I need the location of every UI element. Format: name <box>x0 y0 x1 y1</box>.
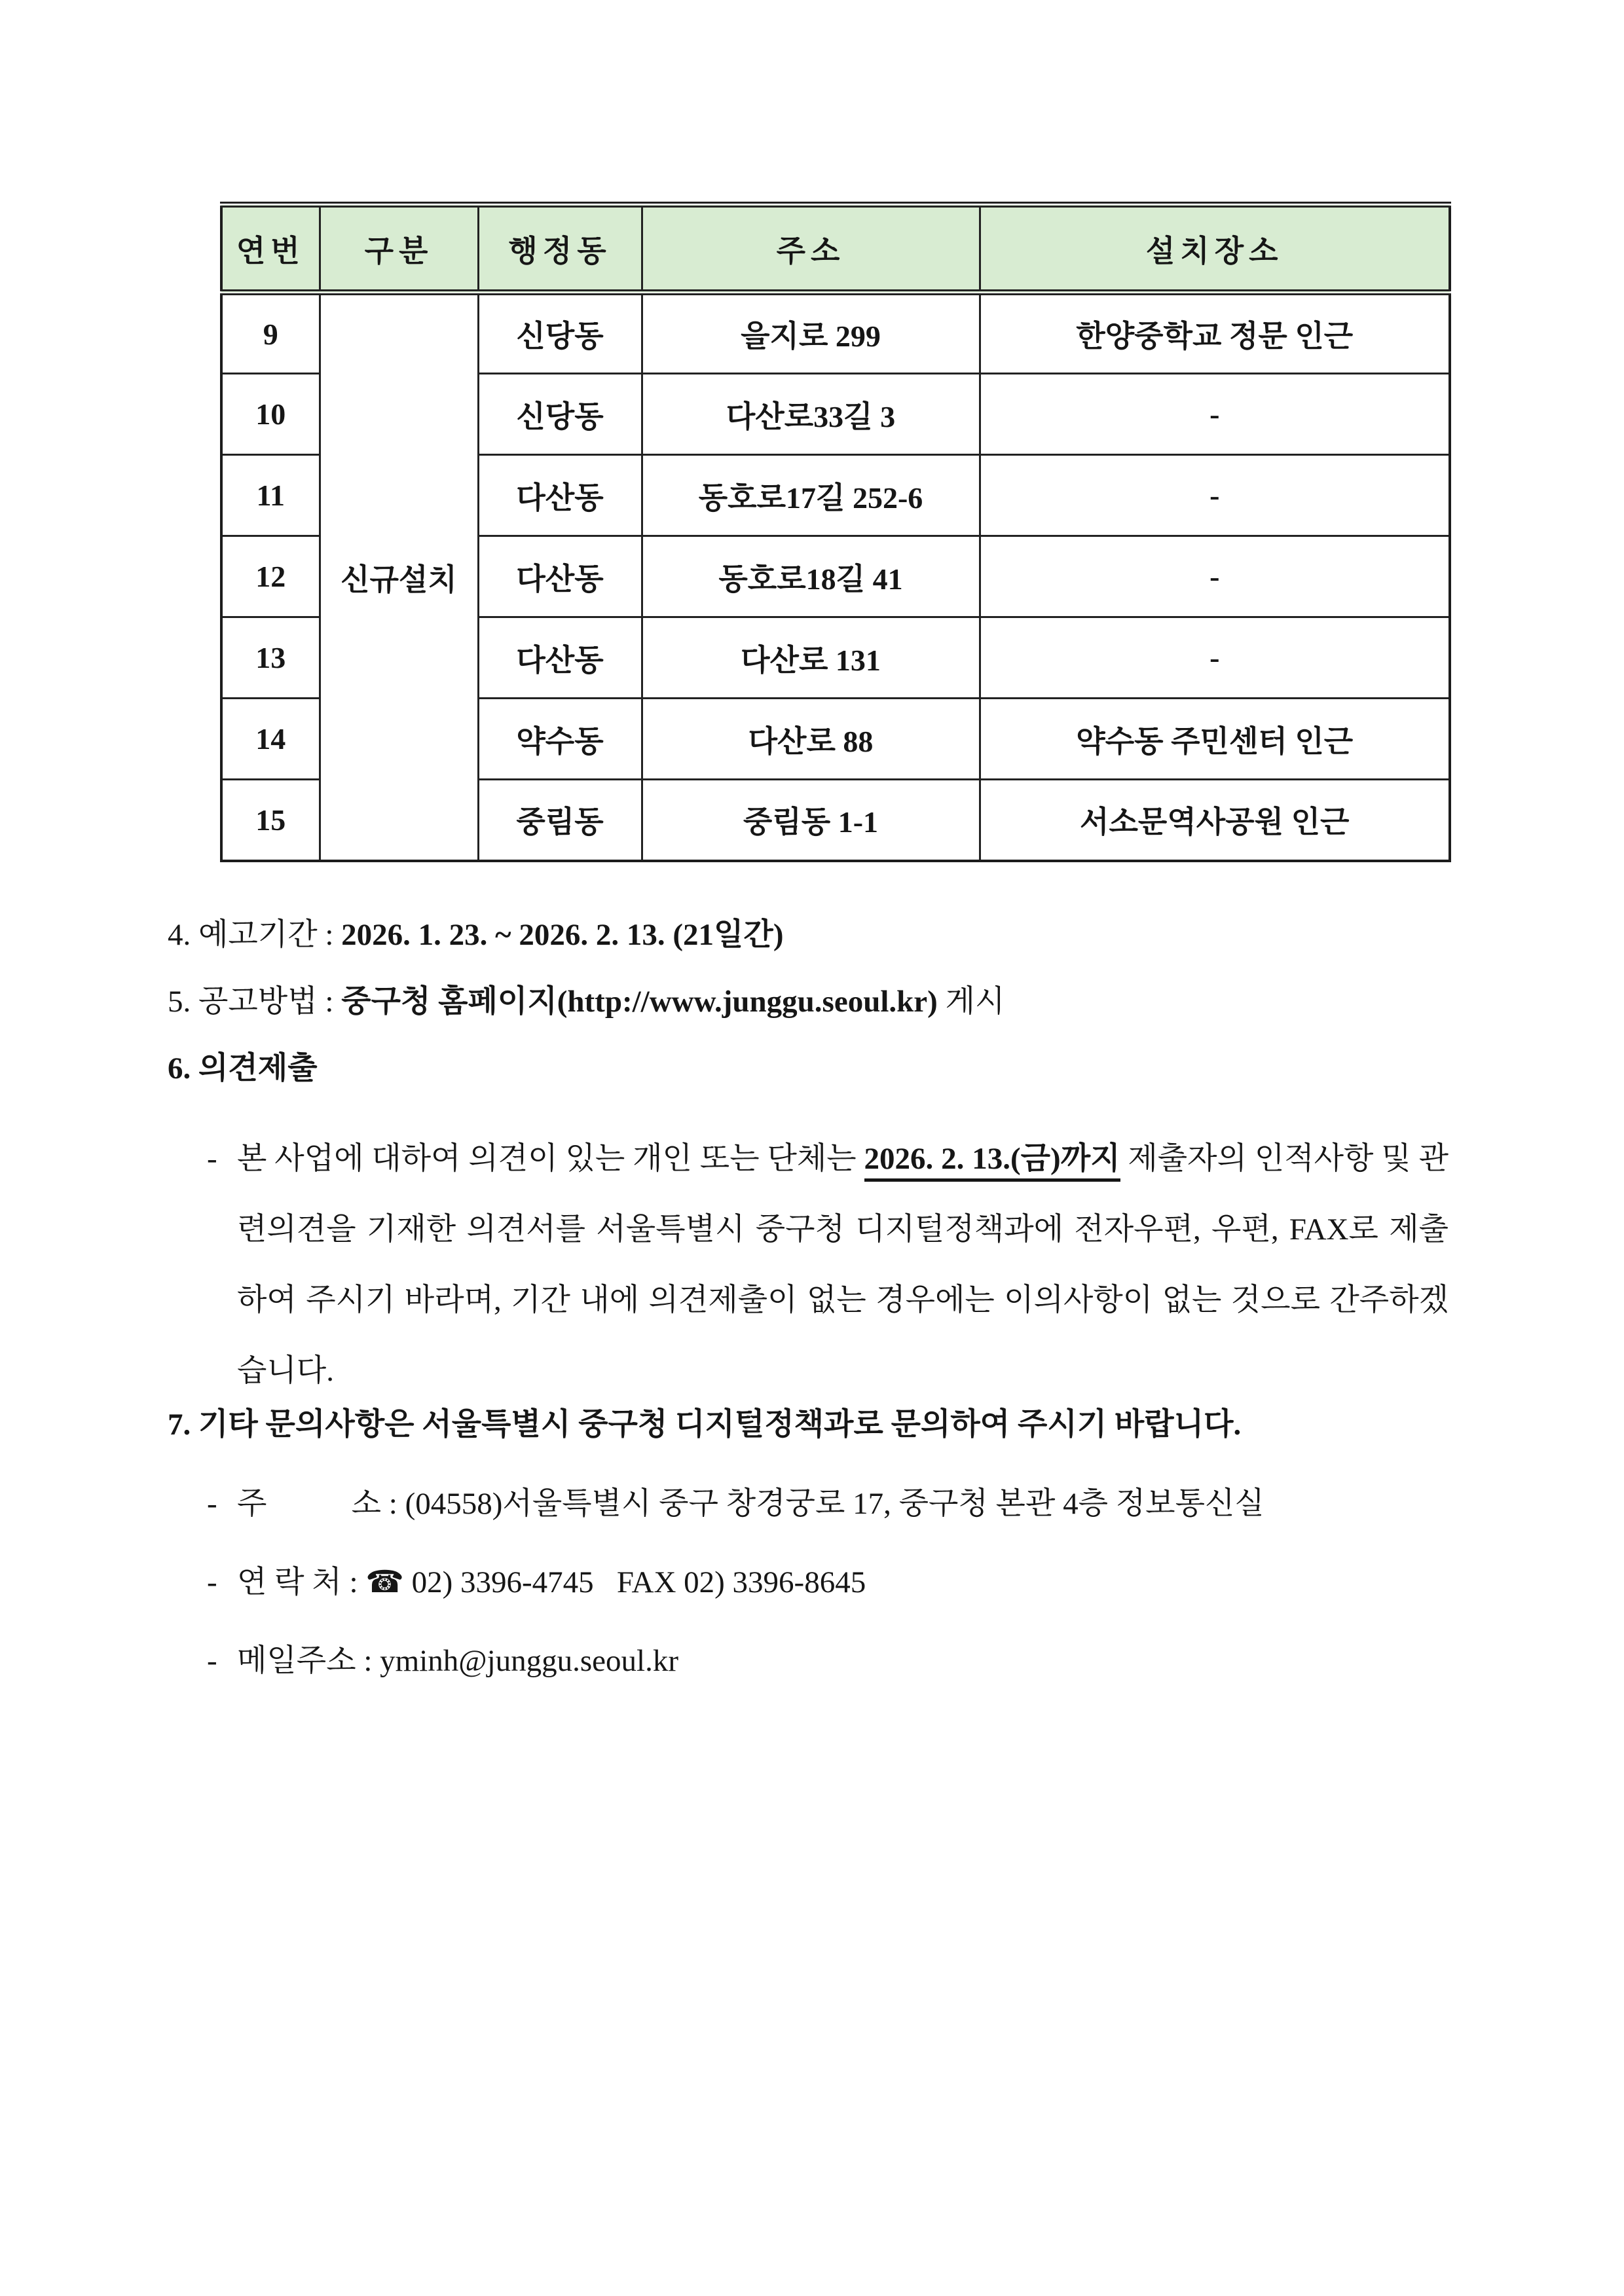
address-line <box>207 1484 1264 1524</box>
cell-addr: 동호로18길 41 <box>642 536 980 617</box>
cell-seq: 12 <box>221 536 320 617</box>
cell-category: 신규설치 <box>320 293 478 861</box>
cell-loc: 서소문역사공원 인근 <box>980 780 1450 861</box>
cell-dong: 다산동 <box>478 455 642 536</box>
announcement-method-tail: 게시 <box>937 985 1005 1019</box>
cell-seq: 11 <box>221 455 320 536</box>
opinion-text-pre: 본 사업에 대하여 의견이 있는 개인 또는 단체는 <box>237 1142 864 1176</box>
inquiry-heading: 7. 기타 문의사항은 서울특별시 중구청 디지털정책과로 문의하여 주시기 바랍니다. <box>168 1408 1242 1442</box>
opinion-deadline: 2026. 2. 13.(금)까지 <box>864 1142 1120 1182</box>
contact-value: 02) 3396-4745 FAX 02) 3396-8645 <box>403 1565 866 1599</box>
cell-seq: 15 <box>221 780 320 861</box>
col-header-address: 주소 <box>642 205 980 293</box>
cell-addr: 다산로33길 3 <box>642 374 980 455</box>
phone-icon: ☎ <box>365 1564 404 1600</box>
opinion-paragraph-text <box>237 1123 1449 1406</box>
installation-table <box>220 202 1451 862</box>
cell-dong: 신당동 <box>478 374 642 455</box>
cell-seq: 9 <box>221 293 320 374</box>
cell-addr: 을지로 299 <box>642 293 980 374</box>
col-header-dong: 행정동 <box>478 205 642 293</box>
cell-seq: 14 <box>221 699 320 780</box>
cell-loc: - <box>980 455 1450 536</box>
table-header-row <box>221 205 1450 293</box>
dash-bullet: - <box>207 1487 217 1521</box>
dash-bullet: - <box>207 1142 217 1176</box>
email-label: 메일주소 : <box>237 1644 380 1678</box>
cell-dong: 약수동 <box>478 699 642 780</box>
cell-loc: - <box>980 536 1450 617</box>
announcement-method-site: 중구청 홈페이지(http://www.junggu.seoul.kr) <box>341 985 938 1019</box>
notice-period-line <box>168 915 783 955</box>
cell-loc: 약수동 주민센터 인근 <box>980 699 1450 780</box>
opinion-text-post: 제출자의 인적사항 및 관련의견을 기재한 의견서를 서울특별시 중구청 디지털정책과에 전자우편, 우편, FAX로 제출하여 주시기 바라며, 기간 내에 의견제출이 없는 경우에는 이의사항이 없는 것으로 간주하겠습니다. <box>237 1142 1449 1388</box>
address-value: (04558)서울특별시 중구 창경궁로 17, 중구청 본관 4층 정보통신실 <box>405 1487 1264 1521</box>
announcement-method-label: 5. 공고방법 : <box>168 985 342 1019</box>
contact-label: 연 락 처 : <box>237 1565 366 1599</box>
cell-dong: 다산동 <box>478 617 642 699</box>
cell-seq: 10 <box>221 374 320 455</box>
cell-seq: 13 <box>221 617 320 699</box>
cell-addr: 다산로 88 <box>642 699 980 780</box>
cell-addr: 동호로17길 252-6 <box>642 455 980 536</box>
dash-bullet: - <box>207 1644 217 1678</box>
announcement-method-line <box>168 982 1005 1021</box>
email-line <box>207 1641 678 1681</box>
cell-loc: - <box>980 617 1450 699</box>
col-header-category: 구분 <box>320 205 478 293</box>
dash-bullet: - <box>207 1565 217 1599</box>
table-row <box>221 293 1450 374</box>
col-header-location: 설치장소 <box>980 205 1450 293</box>
notice-period-value: 2026. 1. 23. ~ 2026. 2. 13. (21일간) <box>341 918 784 952</box>
contact-line <box>207 1562 866 1603</box>
notice-period-label: 4. 예고기간 : <box>168 918 342 952</box>
opinion-paragraph <box>207 1123 1449 1406</box>
cell-dong: 신당동 <box>478 293 642 374</box>
cell-dong: 중림동 <box>478 780 642 861</box>
email-value: yminh@junggu.seoul.kr <box>380 1644 678 1678</box>
cell-addr: 다산로 131 <box>642 617 980 699</box>
col-header-seq: 연번 <box>221 205 320 293</box>
cell-loc: - <box>980 374 1450 455</box>
opinion-heading: 6. 의견제출 <box>168 1051 318 1085</box>
cell-addr: 중림동 1-1 <box>642 780 980 861</box>
address-label: 주 소 : <box>237 1487 405 1521</box>
cell-loc: 한양중학교 정문 인근 <box>980 293 1450 374</box>
cell-dong: 다산동 <box>478 536 642 617</box>
